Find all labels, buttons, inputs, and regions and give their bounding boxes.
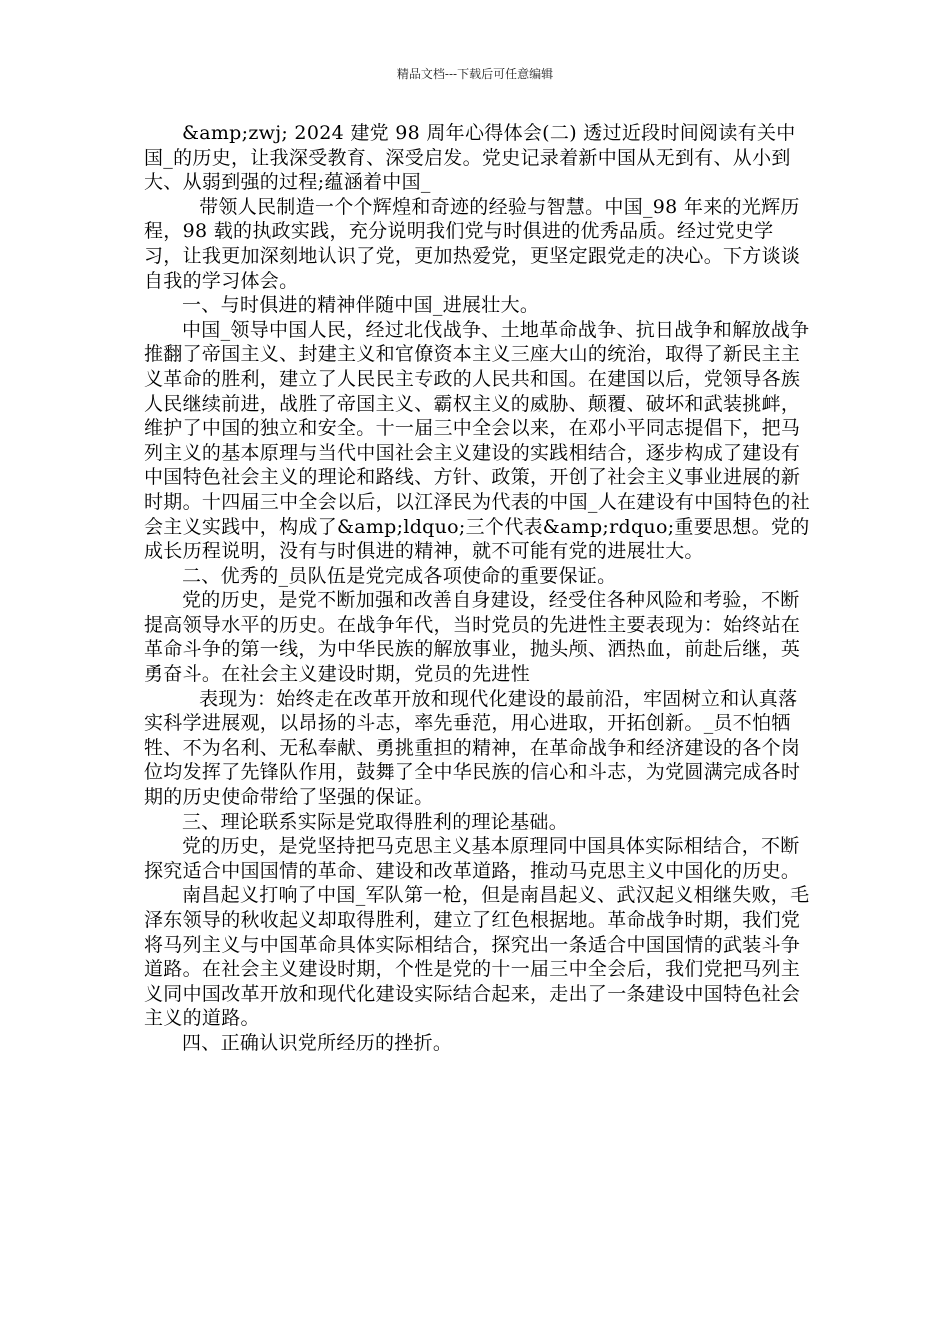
section-heading-1: 一、与时俱进的精神伴随中国_进展壮大。	[182, 294, 540, 317]
paragraph-section-1: 中国_领导中国人民，经过北伐战争、土地革命战争、抗日战争和解放战争推翻了帝国主义、封建主义和官僚资本主义三座大山的统治，取得了新民主主义革命的胜利，建立了人民民主专政的人民共和国。在建国以后，党领导各族人民继续前进，战胜了帝国主义、霸权主义的威胁、颠覆、破坏和武装挑衅，维护了中国的独立和安全。十一届三中全会以来，在邓小平同志提倡下，把马列主义的基本原理与当代中国社会主义建设的实践相结合，逐步构成了建设有中国特色社会主义的理论和路线、方针、政策，开创了社会主义事业进展的新时期。十四届三中全会以后，以江泽民为代表的中国_人在建设有中国特色的社会主义实践中，构成了&amp;ldquo;三个代表&amp;rdquo;重要思想。党的成长历程说明，没有与时俱进的精神，就不可能有党的进展壮大。	[144, 318, 811, 563]
page-header: 精品文档---下载后可任意编辑	[396, 67, 554, 81]
document-body	[144, 121, 812, 1056]
section-heading-2: 二、优秀的_员队伍是党完成各项使命的重要保证。	[182, 564, 617, 587]
section-heading-4: 四、正确认识党所经历的挫折。	[182, 1031, 453, 1054]
paragraph-continuation-1: 带领人民制造一个个辉煌和奇迹的经验与智慧。中国_98 年来的光辉历程，98 载的执政实践，充分说明我们党与时俱进的优秀品质。经过党史学习，让我更加深刻地认识了党，更加热爱党，更坚定跟党走的决心。下方谈谈自我的学习体会。	[144, 195, 801, 292]
paragraph-continuation-2: 表现为：始终走在改革开放和现代化建设的最前沿，牢固树立和认真落实科学进展观，以昂扬的斗志，率先垂范，用心进取，开拓创新。_员不怕牺牲、不为名利、无私奉献、勇挑重担的精神，在革命战争和经济建设的各个岗位均发挥了先锋队作用，鼓舞了全中华民族的信心和斗志，为党圆满完成各时期的历史使命带给了坚强的保证。	[144, 687, 801, 809]
paragraph-intro: &amp;zwj; 2024 建党 98 周年心得体会(二) 透过近段时间阅读有关中国_的历史，让我深受教育、深受启发。党史记录着新中国从无到有、从小到大、从弱到强的过程;蕴涵着中国_	[144, 122, 796, 194]
paragraph-section-3b: 南昌起义打响了中国_军队第一枪，但是南昌起义、武汉起义相继失败，毛泽东领导的秋收起义却取得胜利，建立了红色根据地。革命战争时期，我们党将马列主义与中国革命具体实际相结合，探究出一条适合中国国情的武装斗争道路。在社会主义建设时期，个性是党的十一届三中全会后，我们党把马列主义同中国改革开放和现代化建设实际结合起来，走出了一条建设中国特色社会主义的道路。	[144, 884, 810, 1030]
paragraph-section-2: 党的历史，是党不断加强和改善自身建设，经受住各种风险和考验，不断提高领导水平的历史。在战争年代，当时党员的先进性主要表现为：始终站在革命斗争的第一线，为中华民族的解放事业，抛头颅、洒热血，前赴后继，英勇奋斗。在社会主义建设时期，党员的先进性	[144, 589, 801, 686]
section-heading-3: 三、理论联系实际是党取得胜利的理论基础。	[182, 810, 569, 833]
paragraph-section-3a: 党的历史，是党坚持把马克思主义基本原理同中国具体实际相结合，不断探究适合中国国情的革命、建设和改革道路，推动马克思主义中国化的历史。	[144, 835, 801, 882]
